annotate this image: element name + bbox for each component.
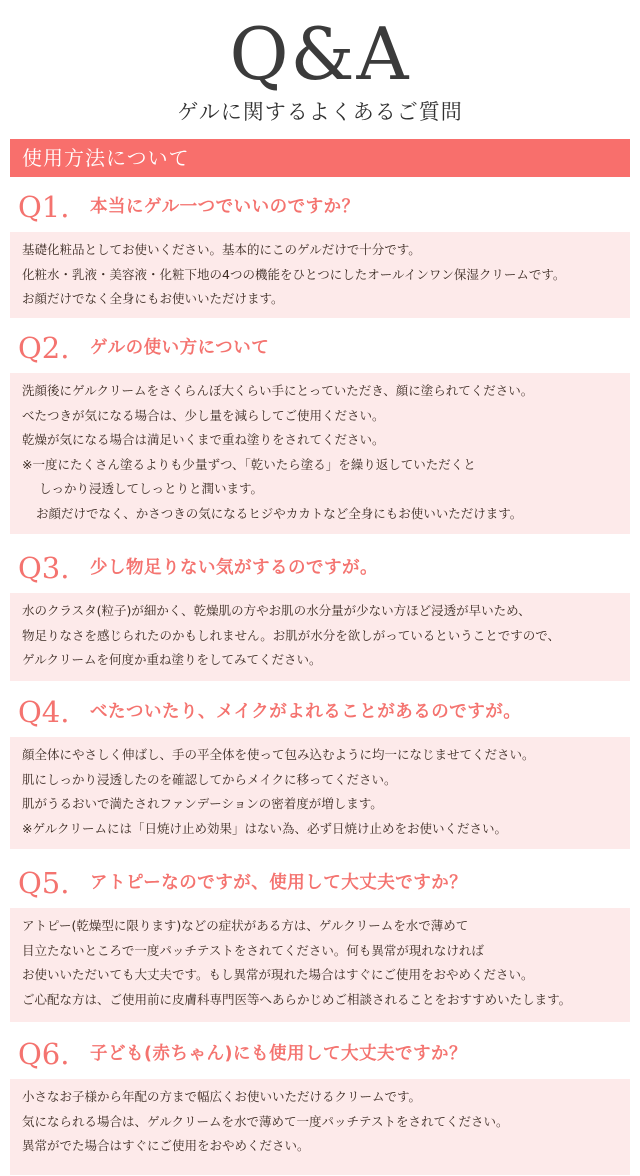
answer-line: 肌にしっかり浸透したのを確認してからメイクに移ってください。 xyxy=(22,771,397,787)
question-number: Q2. xyxy=(18,331,70,365)
faq-item-q4 xyxy=(10,689,630,849)
answer-box xyxy=(10,232,630,318)
answer-line: 顔全体にやさしく伸ばし、手の平全体を使って包み込むように均一になじませてください。 xyxy=(22,747,535,762)
page-title: Q&A xyxy=(229,12,411,96)
question-text: ゲルの使い方について xyxy=(90,338,270,358)
page-header xyxy=(0,0,640,136)
answer-line: 洗顔後にゲルクリームをさくらんぼ大くらい手にとっていただき、顔に塗られてください。 xyxy=(22,383,534,398)
question-text: べたついたり、メイクがよれることがあるのですが。 xyxy=(90,702,522,722)
answer-box xyxy=(10,373,630,534)
section-header-usage xyxy=(10,139,630,177)
question-number: Q3. xyxy=(18,551,70,585)
answer-line: 化粧水・乳液・美容液・化粧下地の4つの機能をひとつにしたオールインワン保湿クリームです。 xyxy=(22,266,566,282)
answer-line: ご心配な方は、ご使用前に皮膚科専門医等へあらかじめご相談されることをおすすめいたします。 xyxy=(22,991,572,1007)
answer-box xyxy=(10,593,630,681)
answer-line: 水のクラスタ(粒子)が細かく、乾燥肌の方やお肌の水分量が少ない方ほど浸透が早いため、 xyxy=(22,603,531,618)
answer-box xyxy=(10,737,630,849)
answer-line: しっかり浸透してしっとりと潤います。 xyxy=(39,481,264,496)
answer-line: ゲルクリームを何度か重ね塗りをしてみてください。 xyxy=(22,652,322,667)
answer-line: お顔だけでなく全身にもお使いいただけます。 xyxy=(22,291,284,306)
answer-line: お顔だけでなく、かさつきの気になるヒジやカカトなど全身にもお使いいただけます。 xyxy=(36,505,523,521)
question-text: 少し物足りない気がするのですが。 xyxy=(90,558,378,578)
answer-line: ※一度にたくさん塗るよりも少量ずつ、「乾いたら塗る」を繰り返していただくと xyxy=(22,456,476,472)
question-number: Q6. xyxy=(18,1037,70,1071)
question-row xyxy=(10,325,630,373)
answer-box xyxy=(10,908,630,1022)
faq-item-q2 xyxy=(10,325,630,534)
question-row xyxy=(10,545,630,593)
answer-line: 肌がうるおいで満たされファンデーションの密着度が増します。 xyxy=(22,796,383,811)
answer-box xyxy=(10,1079,630,1175)
question-row xyxy=(10,689,630,737)
page-subtitle: ゲルに関するよくあるご質問 xyxy=(177,100,463,124)
answer-line: ※ゲルクリームには「日焼け止め効果」はない為、必ず日焼け止めをお使いください。 xyxy=(22,820,507,836)
answer-line: アトピー(乾燥型に限ります)などの症状がある方は、ゲルクリームを水で薄めて xyxy=(22,918,469,933)
section-title: 使用方法について xyxy=(22,146,190,170)
faq-item-q1 xyxy=(10,184,630,318)
question-text: 本当にゲル一つでいいのですか？ xyxy=(90,197,360,217)
answer-line: 物足りなさを感じられたのかもしれません。お肌が水分を欲しがっているということですので、 xyxy=(22,627,561,643)
question-number: Q1. xyxy=(18,190,70,224)
answer-line: べたつきが気になる場合は、少し量を減らしてご使用ください。 xyxy=(22,407,385,423)
answer-line: 気になられる場合は、ゲルクリームを水で薄めて一度パッチテストをされてください。 xyxy=(22,1113,509,1129)
question-text: アトピーなのですが、使用して大丈夫ですか？ xyxy=(90,873,468,893)
question-number: Q5. xyxy=(18,866,70,900)
answer-line: お使いいただいても大丈夫です。もし異常が現れた場合はすぐにご使用をおやめください。 xyxy=(22,967,534,982)
answer-line: 基礎化粧品としてお使いください。基本的にこのゲルだけで十分です。 xyxy=(22,242,421,257)
answer-line: 異常がでた場合はすぐにご使用をおやめください。 xyxy=(22,1138,310,1153)
question-row xyxy=(10,184,630,232)
faq-item-q6 xyxy=(10,1031,630,1175)
faq-item-q3 xyxy=(10,545,630,681)
answer-line: 目立たないところで一度パッチテストをされてください。何も異常が現れなければ xyxy=(22,942,484,958)
faq-item-q5 xyxy=(10,860,630,1022)
question-row xyxy=(10,1031,630,1079)
answer-line: 乾燥が気になる場合は満足いくまで重ね塗りをされてください。 xyxy=(22,432,385,447)
question-text: 子ども(赤ちゃん)にも使用して大丈夫ですか？ xyxy=(90,1044,467,1064)
answer-line: 小さなお子様から年配の方まで幅広くお使いいただけるクリームです。 xyxy=(22,1089,422,1104)
question-row xyxy=(10,860,630,908)
question-number: Q4. xyxy=(18,695,70,729)
